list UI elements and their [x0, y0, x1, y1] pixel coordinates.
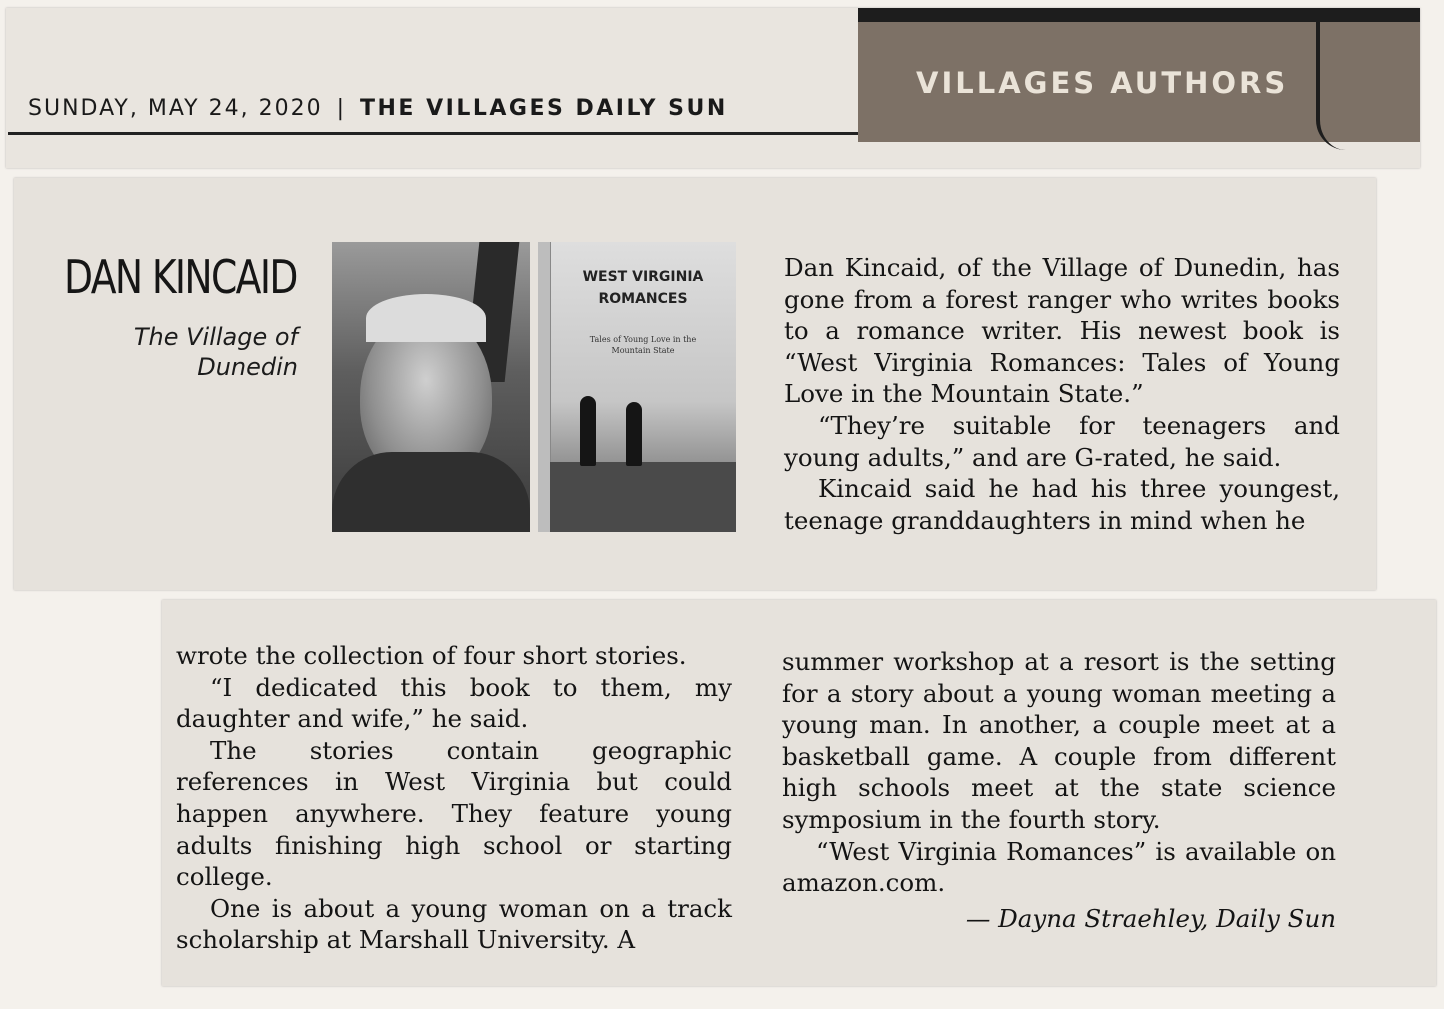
article-byline: — Dayna Straehley, Daily Sun — [965, 903, 1336, 933]
article-column-top — [784, 252, 1340, 536]
article-column-bottom-right — [782, 646, 1336, 934]
book-cover-subtitle: Tales of Young Love in the Mountain State — [589, 335, 697, 355]
book-cover-title — [554, 266, 732, 310]
article-paragraph: “They’re suitable for teenagers and young adults,” and are G-rated, he said. — [784, 410, 1340, 472]
book-title-line-2: ROMANCES — [598, 291, 688, 307]
dateline-separator: | — [336, 96, 346, 121]
article-paragraph: “I dedicated this book to them, my daughter and wife,” he said. — [176, 672, 732, 734]
photo-hair — [366, 294, 486, 342]
publication-date: SUNDAY, MAY 24, 2020 — [28, 96, 323, 121]
book-title-line-1: WEST VIRGINIA — [582, 269, 704, 285]
author-village: The Village of Dunedin — [133, 323, 298, 381]
photo-shirt — [332, 452, 530, 532]
article-paragraph: Dan Kincaid, of the Village of Dunedin, has gone from a forest ranger who writes books to a romance writer. His newest book is “West Virginia Romances: Tales of Young Love in the Mountain State.” — [784, 253, 1340, 409]
article-paragraph: wrote the collection of four short stories. — [176, 641, 687, 670]
article-paragraph: “West Virginia Romances” is available on amazon.com. — [782, 836, 1336, 898]
article-paragraph: The stories contain geographic references in West Virginia but could happen anywhere. They feature young adults finishing high school or starting college. — [176, 735, 732, 892]
article-column-bottom-left — [176, 640, 732, 956]
book-cover-figure-boy — [580, 396, 596, 466]
article-paragraph: summer workshop at a resort is the setting for a story about a young woman meeting a young man. In another, a couple meet at a basketball game. A couple from different high schools meet at the state science symposium in the fourth story. — [782, 647, 1336, 834]
article-paragraph: One is about a young woman on a track scholarship at Marshall University. A — [176, 893, 732, 955]
author-photo — [332, 242, 530, 532]
article-paragraph: Kincaid said he had his three youngest, teenage granddaughters in mind when he — [784, 474, 1340, 535]
dateline — [28, 96, 858, 121]
book-cover-figure-girl — [626, 402, 642, 466]
banner-ornament — [1316, 18, 1350, 150]
section-banner — [858, 8, 1420, 142]
book-cover-image — [538, 242, 736, 532]
newspaper-name: THE VILLAGES DAILY SUN — [360, 96, 728, 121]
author-name: DAN KINCAID — [64, 250, 297, 304]
header-rule — [8, 132, 860, 135]
book-cover-landscape — [550, 462, 736, 532]
section-title: VILLAGES AUTHORS — [916, 66, 1289, 100]
